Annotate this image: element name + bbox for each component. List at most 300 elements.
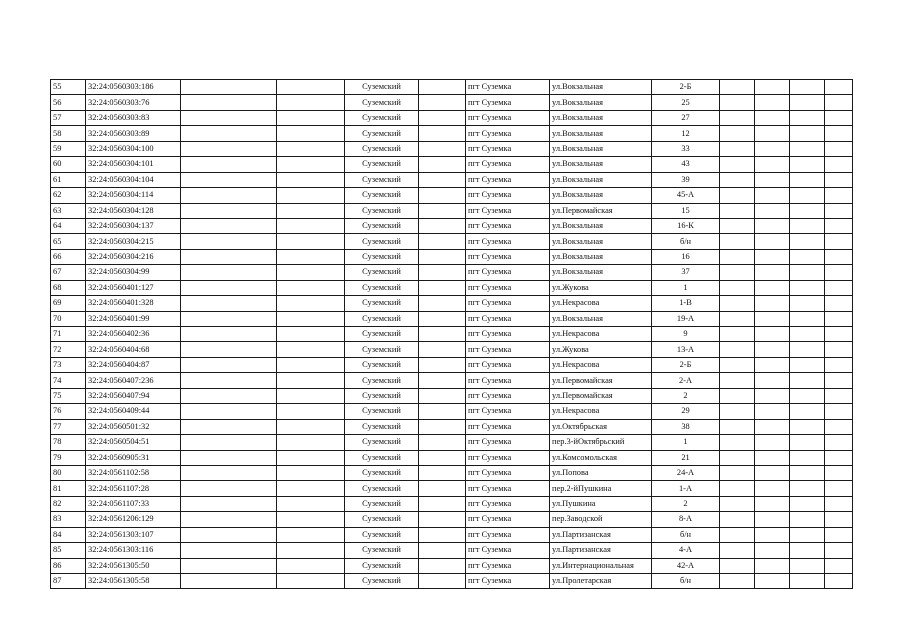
- empty-cell: [720, 296, 755, 311]
- empty-cell: [181, 481, 277, 496]
- cadastral-number-cell: 32:24:0560501:32: [86, 419, 181, 434]
- empty-cell: [277, 95, 345, 110]
- row-number-cell: 74: [51, 373, 86, 388]
- district-cell: Суземский: [345, 234, 419, 249]
- empty-cell: [755, 311, 790, 326]
- settlement-cell: пгт Суземка: [466, 450, 550, 465]
- settlement-cell: пгт Суземка: [466, 188, 550, 203]
- empty-cell: [755, 496, 790, 511]
- street-cell: ул.Партизанская: [550, 543, 652, 558]
- street-cell: ул.Вокзальная: [550, 249, 652, 264]
- empty-cell: [720, 450, 755, 465]
- cadastral-number-cell: 32:24:0560401:328: [86, 296, 181, 311]
- row-number-cell: 58: [51, 126, 86, 141]
- empty-cell: [720, 465, 755, 480]
- settlement-cell: пгт Суземка: [466, 110, 550, 125]
- table-row: [51, 327, 853, 342]
- empty-cell: [419, 419, 466, 434]
- empty-cell: [720, 157, 755, 172]
- table-row: [51, 280, 853, 295]
- cadastral-number-cell: 32:24:0560304:104: [86, 172, 181, 187]
- street-cell: ул.Вокзальная: [550, 265, 652, 280]
- empty-cell: [790, 311, 825, 326]
- table-row: [51, 388, 853, 403]
- empty-cell: [720, 496, 755, 511]
- empty-cell: [790, 280, 825, 295]
- district-cell: Суземский: [345, 388, 419, 403]
- house-number-cell: 16-К: [652, 218, 720, 233]
- table-row: [51, 512, 853, 527]
- empty-cell: [790, 80, 825, 95]
- empty-cell: [825, 249, 853, 264]
- street-cell: ул.Октябрьская: [550, 419, 652, 434]
- empty-cell: [277, 280, 345, 295]
- settlement-cell: пгт Суземка: [466, 296, 550, 311]
- district-cell: Суземский: [345, 527, 419, 542]
- street-cell: ул.Первомайская: [550, 373, 652, 388]
- table-row: [51, 265, 853, 280]
- empty-cell: [755, 388, 790, 403]
- row-number-cell: 56: [51, 95, 86, 110]
- empty-cell: [825, 80, 853, 95]
- row-number-cell: 85: [51, 543, 86, 558]
- empty-cell: [790, 527, 825, 542]
- empty-cell: [277, 172, 345, 187]
- table-row: [51, 450, 853, 465]
- settlement-cell: пгт Суземка: [466, 558, 550, 573]
- district-cell: Суземский: [345, 311, 419, 326]
- row-number-cell: 59: [51, 141, 86, 156]
- cadastral-number-cell: 32:24:0560304:101: [86, 157, 181, 172]
- row-number-cell: 78: [51, 435, 86, 450]
- empty-cell: [790, 450, 825, 465]
- table-row: [51, 126, 853, 141]
- empty-cell: [825, 311, 853, 326]
- settlement-cell: пгт Суземка: [466, 527, 550, 542]
- empty-cell: [825, 234, 853, 249]
- empty-cell: [825, 465, 853, 480]
- empty-cell: [790, 342, 825, 357]
- house-number-cell: 16: [652, 249, 720, 264]
- empty-cell: [790, 141, 825, 156]
- row-number-cell: 68: [51, 280, 86, 295]
- empty-cell: [419, 373, 466, 388]
- empty-cell: [720, 249, 755, 264]
- house-number-cell: 1-В: [652, 296, 720, 311]
- cadastral-number-cell: 32:24:0561102:58: [86, 465, 181, 480]
- row-number-cell: 55: [51, 80, 86, 95]
- street-cell: ул.Вокзальная: [550, 80, 652, 95]
- district-cell: Суземский: [345, 110, 419, 125]
- empty-cell: [755, 234, 790, 249]
- cadastral-number-cell: 32:24:0560905:31: [86, 450, 181, 465]
- table-row: [51, 157, 853, 172]
- cadastral-number-cell: 32:24:0561305:58: [86, 574, 181, 589]
- empty-cell: [825, 481, 853, 496]
- empty-cell: [181, 157, 277, 172]
- district-cell: Суземский: [345, 280, 419, 295]
- empty-cell: [419, 465, 466, 480]
- empty-cell: [720, 265, 755, 280]
- table-row: [51, 574, 853, 589]
- empty-cell: [181, 203, 277, 218]
- empty-cell: [755, 188, 790, 203]
- house-number-cell: 43: [652, 157, 720, 172]
- empty-cell: [181, 342, 277, 357]
- empty-cell: [277, 388, 345, 403]
- settlement-cell: пгт Суземка: [466, 172, 550, 187]
- empty-cell: [419, 188, 466, 203]
- empty-cell: [790, 234, 825, 249]
- district-cell: Суземский: [345, 496, 419, 511]
- street-cell: ул.Первомайская: [550, 203, 652, 218]
- empty-cell: [181, 141, 277, 156]
- row-number-cell: 63: [51, 203, 86, 218]
- row-number-cell: 72: [51, 342, 86, 357]
- house-number-cell: 42-А: [652, 558, 720, 573]
- empty-cell: [825, 512, 853, 527]
- row-number-cell: 84: [51, 527, 86, 542]
- empty-cell: [755, 80, 790, 95]
- empty-cell: [277, 342, 345, 357]
- street-cell: ул.Вокзальная: [550, 311, 652, 326]
- cadastral-number-cell: 32:24:0560303:83: [86, 110, 181, 125]
- settlement-cell: пгт Суземка: [466, 342, 550, 357]
- empty-cell: [419, 450, 466, 465]
- cadastral-number-cell: 32:24:0560402:36: [86, 327, 181, 342]
- house-number-cell: 19-А: [652, 311, 720, 326]
- settlement-cell: пгт Суземка: [466, 280, 550, 295]
- house-number-cell: 27: [652, 110, 720, 125]
- empty-cell: [720, 357, 755, 372]
- house-number-cell: 2-Б: [652, 357, 720, 372]
- empty-cell: [755, 357, 790, 372]
- empty-cell: [181, 95, 277, 110]
- empty-cell: [755, 419, 790, 434]
- empty-cell: [755, 404, 790, 419]
- empty-cell: [419, 357, 466, 372]
- row-number-cell: 70: [51, 311, 86, 326]
- empty-cell: [755, 527, 790, 542]
- settlement-cell: пгт Суземка: [466, 265, 550, 280]
- empty-cell: [825, 342, 853, 357]
- empty-cell: [720, 543, 755, 558]
- street-cell: ул.Некрасова: [550, 327, 652, 342]
- district-cell: Суземский: [345, 574, 419, 589]
- settlement-cell: пгт Суземка: [466, 404, 550, 419]
- empty-cell: [277, 80, 345, 95]
- table-row: [51, 141, 853, 156]
- empty-cell: [419, 265, 466, 280]
- street-cell: ул.Вокзальная: [550, 234, 652, 249]
- district-cell: Суземский: [345, 465, 419, 480]
- empty-cell: [181, 126, 277, 141]
- empty-cell: [825, 95, 853, 110]
- table-row: [51, 342, 853, 357]
- street-cell: ул.Пролетарская: [550, 574, 652, 589]
- street-cell: ул.Некрасова: [550, 357, 652, 372]
- empty-cell: [755, 558, 790, 573]
- table-row: [51, 188, 853, 203]
- empty-cell: [790, 419, 825, 434]
- empty-cell: [755, 126, 790, 141]
- house-number-cell: 38: [652, 419, 720, 434]
- empty-cell: [755, 280, 790, 295]
- empty-cell: [790, 512, 825, 527]
- empty-cell: [755, 465, 790, 480]
- street-cell: ул.Интернациональная: [550, 558, 652, 573]
- settlement-cell: пгт Суземка: [466, 95, 550, 110]
- empty-cell: [419, 172, 466, 187]
- house-number-cell: 2-А: [652, 373, 720, 388]
- empty-cell: [790, 203, 825, 218]
- table-body: [51, 80, 853, 589]
- house-number-cell: 25: [652, 95, 720, 110]
- house-number-cell: 1: [652, 435, 720, 450]
- empty-cell: [755, 218, 790, 233]
- house-number-cell: 24-А: [652, 465, 720, 480]
- row-number-cell: 82: [51, 496, 86, 511]
- empty-cell: [277, 574, 345, 589]
- empty-cell: [419, 280, 466, 295]
- empty-cell: [419, 574, 466, 589]
- empty-cell: [720, 234, 755, 249]
- empty-cell: [277, 558, 345, 573]
- empty-cell: [181, 188, 277, 203]
- district-cell: Суземский: [345, 265, 419, 280]
- empty-cell: [790, 404, 825, 419]
- empty-cell: [790, 249, 825, 264]
- empty-cell: [755, 450, 790, 465]
- empty-cell: [755, 342, 790, 357]
- empty-cell: [755, 95, 790, 110]
- settlement-cell: пгт Суземка: [466, 574, 550, 589]
- settlement-cell: пгт Суземка: [466, 496, 550, 511]
- district-cell: Суземский: [345, 373, 419, 388]
- empty-cell: [790, 157, 825, 172]
- empty-cell: [181, 527, 277, 542]
- empty-cell: [277, 450, 345, 465]
- empty-cell: [181, 280, 277, 295]
- table-row: [51, 110, 853, 125]
- empty-cell: [720, 435, 755, 450]
- empty-cell: [755, 574, 790, 589]
- settlement-cell: пгт Суземка: [466, 465, 550, 480]
- empty-cell: [419, 481, 466, 496]
- district-cell: Суземский: [345, 404, 419, 419]
- empty-cell: [790, 172, 825, 187]
- row-number-cell: 60: [51, 157, 86, 172]
- empty-cell: [277, 512, 345, 527]
- empty-cell: [277, 265, 345, 280]
- cadastral-number-cell: 32:24:0560304:137: [86, 218, 181, 233]
- empty-cell: [720, 388, 755, 403]
- empty-cell: [277, 311, 345, 326]
- empty-cell: [790, 558, 825, 573]
- house-number-cell: 8-А: [652, 512, 720, 527]
- settlement-cell: пгт Суземка: [466, 543, 550, 558]
- street-cell: ул.Вокзальная: [550, 141, 652, 156]
- empty-cell: [419, 126, 466, 141]
- empty-cell: [825, 357, 853, 372]
- district-cell: Суземский: [345, 80, 419, 95]
- district-cell: Суземский: [345, 218, 419, 233]
- empty-cell: [419, 404, 466, 419]
- street-cell: ул.Жукова: [550, 280, 652, 295]
- cadastral-number-cell: 32:24:0560504:51: [86, 435, 181, 450]
- empty-cell: [419, 141, 466, 156]
- empty-cell: [720, 373, 755, 388]
- row-number-cell: 73: [51, 357, 86, 372]
- empty-cell: [825, 496, 853, 511]
- empty-cell: [720, 574, 755, 589]
- empty-cell: [277, 357, 345, 372]
- empty-cell: [181, 574, 277, 589]
- empty-cell: [181, 465, 277, 480]
- empty-cell: [825, 188, 853, 203]
- empty-cell: [277, 157, 345, 172]
- empty-cell: [790, 265, 825, 280]
- empty-cell: [790, 481, 825, 496]
- district-cell: Суземский: [345, 435, 419, 450]
- empty-cell: [277, 296, 345, 311]
- street-cell: ул.Вокзальная: [550, 110, 652, 125]
- street-cell: ул.Вокзальная: [550, 157, 652, 172]
- street-cell: ул.Вокзальная: [550, 218, 652, 233]
- empty-cell: [790, 188, 825, 203]
- house-number-cell: 13-А: [652, 342, 720, 357]
- table-row: [51, 481, 853, 496]
- empty-cell: [277, 496, 345, 511]
- empty-cell: [720, 558, 755, 573]
- cadastral-number-cell: 32:24:0560304:128: [86, 203, 181, 218]
- table-row: [51, 558, 853, 573]
- empty-cell: [720, 95, 755, 110]
- table-row: [51, 95, 853, 110]
- district-cell: Суземский: [345, 357, 419, 372]
- house-number-cell: 1-А: [652, 481, 720, 496]
- table-row: [51, 373, 853, 388]
- table-row: [51, 543, 853, 558]
- house-number-cell: 21: [652, 450, 720, 465]
- empty-cell: [181, 311, 277, 326]
- empty-cell: [755, 373, 790, 388]
- empty-cell: [825, 527, 853, 542]
- empty-cell: [419, 512, 466, 527]
- empty-cell: [277, 465, 345, 480]
- empty-cell: [720, 141, 755, 156]
- empty-cell: [720, 419, 755, 434]
- table-row: [51, 527, 853, 542]
- empty-cell: [419, 234, 466, 249]
- cadastral-number-cell: 32:24:0560404:68: [86, 342, 181, 357]
- street-cell: ул.Некрасова: [550, 296, 652, 311]
- empty-cell: [790, 95, 825, 110]
- table-row: [51, 203, 853, 218]
- empty-cell: [419, 435, 466, 450]
- empty-cell: [181, 218, 277, 233]
- empty-cell: [181, 496, 277, 511]
- settlement-cell: пгт Суземка: [466, 373, 550, 388]
- house-number-cell: 2: [652, 496, 720, 511]
- row-number-cell: 83: [51, 512, 86, 527]
- empty-cell: [181, 558, 277, 573]
- house-number-cell: б/н: [652, 527, 720, 542]
- empty-cell: [181, 388, 277, 403]
- empty-cell: [825, 435, 853, 450]
- cadastral-number-cell: 32:24:0560407:94: [86, 388, 181, 403]
- settlement-cell: пгт Суземка: [466, 388, 550, 403]
- row-number-cell: 75: [51, 388, 86, 403]
- empty-cell: [277, 234, 345, 249]
- row-number-cell: 77: [51, 419, 86, 434]
- empty-cell: [825, 450, 853, 465]
- district-cell: Суземский: [345, 172, 419, 187]
- cadastral-number-cell: 32:24:0560404:87: [86, 357, 181, 372]
- settlement-cell: пгт Суземка: [466, 126, 550, 141]
- table-row: [51, 249, 853, 264]
- empty-cell: [419, 496, 466, 511]
- empty-cell: [755, 203, 790, 218]
- empty-cell: [277, 373, 345, 388]
- empty-cell: [825, 543, 853, 558]
- cadastral-number-cell: 32:24:0560401:127: [86, 280, 181, 295]
- street-cell: ул.Вокзальная: [550, 126, 652, 141]
- empty-cell: [181, 404, 277, 419]
- district-cell: Суземский: [345, 481, 419, 496]
- house-number-cell: 37: [652, 265, 720, 280]
- empty-cell: [181, 110, 277, 125]
- district-cell: Суземский: [345, 450, 419, 465]
- empty-cell: [720, 327, 755, 342]
- row-number-cell: 62: [51, 188, 86, 203]
- row-number-cell: 81: [51, 481, 86, 496]
- cadastral-number-cell: 32:24:0560304:216: [86, 249, 181, 264]
- table-row: [51, 496, 853, 511]
- table-row: [51, 465, 853, 480]
- row-number-cell: 67: [51, 265, 86, 280]
- table-row: [51, 419, 853, 434]
- street-cell: ул.Вокзальная: [550, 172, 652, 187]
- row-number-cell: 65: [51, 234, 86, 249]
- cadastral-number-cell: 32:24:0560303:186: [86, 80, 181, 95]
- row-number-cell: 64: [51, 218, 86, 233]
- street-cell: пер.3-йОктябрьский: [550, 435, 652, 450]
- row-number-cell: 79: [51, 450, 86, 465]
- cadastral-number-cell: 32:24:0560407:236: [86, 373, 181, 388]
- house-number-cell: 2: [652, 388, 720, 403]
- cadastral-number-cell: 32:24:0561107:28: [86, 481, 181, 496]
- empty-cell: [790, 574, 825, 589]
- cadastral-number-cell: 32:24:0561303:107: [86, 527, 181, 542]
- empty-cell: [419, 203, 466, 218]
- empty-cell: [277, 249, 345, 264]
- empty-cell: [720, 512, 755, 527]
- district-cell: Суземский: [345, 126, 419, 141]
- street-cell: ул.Комсомольская: [550, 450, 652, 465]
- row-number-cell: 87: [51, 574, 86, 589]
- empty-cell: [825, 265, 853, 280]
- empty-cell: [720, 126, 755, 141]
- empty-cell: [825, 419, 853, 434]
- district-cell: Суземский: [345, 141, 419, 156]
- empty-cell: [277, 218, 345, 233]
- empty-cell: [825, 574, 853, 589]
- empty-cell: [720, 311, 755, 326]
- empty-cell: [720, 481, 755, 496]
- empty-cell: [790, 373, 825, 388]
- cadastral-number-cell: 32:24:0560303:89: [86, 126, 181, 141]
